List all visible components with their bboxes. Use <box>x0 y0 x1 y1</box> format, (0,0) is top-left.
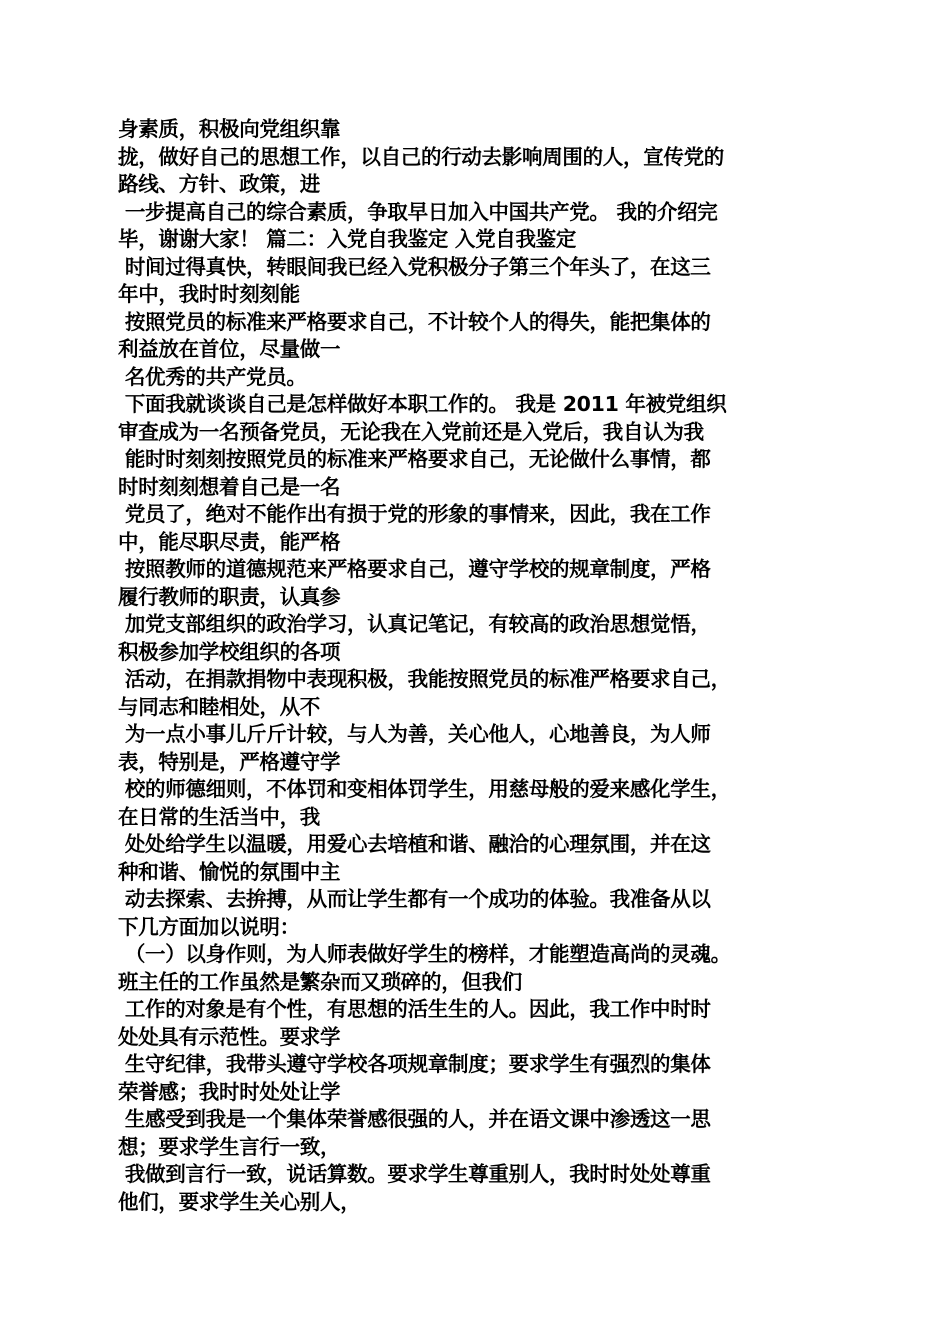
text-line: 想；要求学生言行一致， <box>118 1134 341 1159</box>
text-line: 年中，我时时刻刻能 <box>118 282 300 306</box>
text-line: 按照党员的标准来严格要求自己，不计较个人的得失，能把集体的 <box>118 309 711 334</box>
text-line: 下面我就谈谈自己是怎样做好本职工作的。 我是 2011 年被党组织 <box>118 392 727 416</box>
text-line: （一）以身作则，为人师表做好学生的榜样，才能塑造高尚的灵魂。 <box>118 942 731 966</box>
text-line: 他们，要求学生关心别人， <box>118 1189 361 1214</box>
text-line: 拢，做好自己的思想工作，以自己的行动去影响周围的人，宣传党的 <box>118 144 724 169</box>
text-line: 动去探索、去拚搏，从而让学生都有一个成功的体验。我准备从以 <box>118 887 711 911</box>
text-line: 按照教师的道德规范来严格要求自己，遵守学校的规章制度，严格 <box>118 557 711 581</box>
text-line: 种和谐、愉悦的氛围中主 <box>118 859 341 884</box>
text-line: 表，特别是，严格遵守学 <box>118 749 341 774</box>
text-line: 身素质，积极向党组织靠 <box>118 117 341 141</box>
text-line: 处处具有示范性。要求学 <box>118 1024 341 1049</box>
text-line: 一步提高自己的综合素质，争取早日加入中国共产党。 我的介绍完 <box>118 199 718 224</box>
text-line: 党员了，绝对不能作出有损于党的形象的事情来，因此，我在工作 <box>118 502 711 526</box>
text-line: 班主任的工作虽然是繁杂而又琐碎的，但我们 <box>118 969 522 994</box>
text-line: 在日常的生活当中，我 <box>118 804 320 829</box>
document-page <box>118 116 838 1216</box>
text-line: 中，能尽职尽责，能严格 <box>118 529 341 554</box>
text-line: 毕，谢谢大家！ 篇二：入党自我鉴定 入党自我鉴定 <box>118 227 577 251</box>
text-line: 校的师德细则，不体罚和变相体罚学生，用慈母般的爱来感化学生， <box>118 777 731 801</box>
text-line: 积极参加学校组织的各项 <box>118 639 341 664</box>
text-line: 下几方面加以说明： <box>118 914 300 939</box>
text-line: 能时时刻刻按照党员的标准来严格要求自己，无论做什么事情，都 <box>118 447 711 471</box>
text-line: 工作的对象是有个性，有思想的活生生的人。因此，我工作中时时 <box>118 997 711 1021</box>
text-line: 生守纪律，我带头遵守学校各项规章制度；要求学生有强烈的集体 <box>118 1052 711 1076</box>
text-line: 审查成为一名预备党员，无论我在入党前还是入党后，我自认为我 <box>118 419 704 444</box>
text-line: 与同志和睦相处，从不 <box>118 694 320 719</box>
text-line: 我做到言行一致，说话算数。要求学生尊重别人，我时时处处尊重 <box>118 1162 711 1186</box>
text-line: 名优秀的共产党员。 <box>118 364 307 389</box>
text-line: 时时刻刻想着自己是一名 <box>118 474 341 499</box>
text-line: 荣誉感；我时时处处让学 <box>118 1079 341 1104</box>
text-line: 时间过得真快，转眼间我已经入党积极分子第三个年头了，在这三 <box>118 254 711 279</box>
text-line: 履行教师的职责，认真参 <box>118 584 341 609</box>
text-line: 利益放在首位，尽量做一 <box>118 337 341 361</box>
text-line: 处处给学生以温暖，用爱心去培植和谐、融洽的心理氛围，并在这 <box>118 832 711 856</box>
text-line: 加党支部组织的政治学习，认真记笔记，有较高的政治思想觉悟， <box>118 612 711 636</box>
text-line: 活动，在捐款捐物中表现积极，我能按照党员的标准严格要求自己， <box>118 667 731 691</box>
text-line: 生感受到我是一个集体荣誉感很强的人，并在语文课中渗透这一思 <box>118 1107 711 1131</box>
text-line: 为一点小事儿斤斤计较，与人为善，关心他人，心地善良，为人师 <box>118 722 711 746</box>
text-line: 路线、方针、政策，进 <box>118 172 320 196</box>
